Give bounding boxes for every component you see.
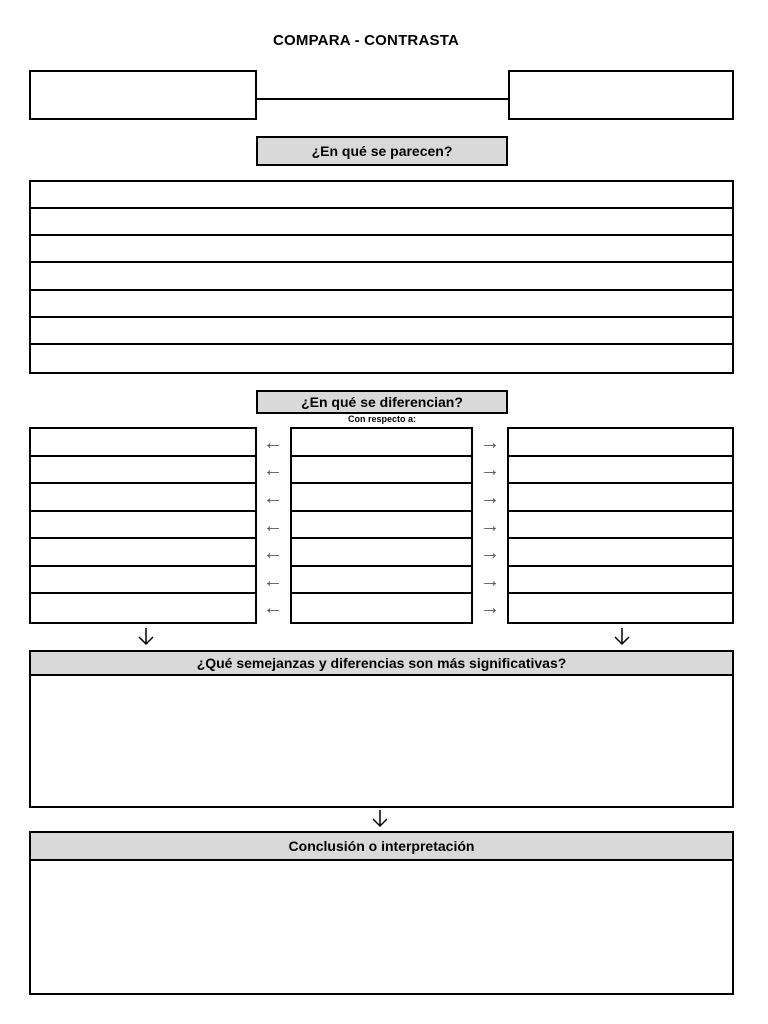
difference-criteria-row[interactable] <box>292 512 471 540</box>
right-arrow-icon: → <box>480 514 500 537</box>
left-arrow-icon: ← <box>263 514 283 537</box>
similarity-row[interactable] <box>31 209 732 236</box>
right-arrow-icon: → <box>480 431 500 454</box>
similarity-row[interactable] <box>31 291 732 318</box>
down-arrow-icon <box>612 626 632 648</box>
similarity-row[interactable] <box>31 263 732 290</box>
page-title: COMPARA - CONTRASTA <box>272 32 459 49</box>
differ-header: ¿En qué se diferencian? <box>256 390 508 414</box>
differences-criteria-table <box>290 427 473 624</box>
difference-right-row[interactable] <box>509 457 732 485</box>
significant-answer-area[interactable] <box>31 676 732 808</box>
difference-criteria-row[interactable] <box>292 567 471 595</box>
left-arrow-icon: ← <box>263 569 283 592</box>
difference-left-row[interactable] <box>31 457 255 485</box>
difference-criteria-row[interactable] <box>292 539 471 567</box>
difference-right-row[interactable] <box>509 484 732 512</box>
left-arrow-icon: ← <box>263 597 283 620</box>
differences-left-table <box>29 427 257 624</box>
right-arrow-icon: → <box>480 542 500 565</box>
right-arrow-icon: → <box>480 569 500 592</box>
right-arrow-icon: → <box>480 486 500 509</box>
similarity-row[interactable] <box>31 236 732 263</box>
conclusion-header: Conclusión o interpretación <box>31 833 732 861</box>
similarity-row[interactable] <box>31 318 732 345</box>
differ-subheader: Con respecto a: <box>347 414 416 424</box>
difference-left-row[interactable] <box>31 539 255 567</box>
item-a-box[interactable] <box>29 70 257 120</box>
left-arrow-icon: ← <box>263 542 283 565</box>
difference-left-row[interactable] <box>31 512 255 540</box>
similar-header: ¿En qué se parecen? <box>256 136 508 166</box>
down-arrow-icon <box>136 626 156 648</box>
significant-header: ¿Qué semejanzas y diferencias son más significativas? <box>31 652 732 676</box>
difference-criteria-row[interactable] <box>292 484 471 512</box>
difference-criteria-row[interactable] <box>292 429 471 457</box>
left-arrow-icon: ← <box>263 431 283 454</box>
item-b-box[interactable] <box>508 70 734 120</box>
difference-criteria-row[interactable] <box>292 594 471 622</box>
similarity-row[interactable] <box>31 345 732 372</box>
difference-right-row[interactable] <box>509 429 732 457</box>
difference-right-row[interactable] <box>509 539 732 567</box>
conclusion-answer-area[interactable] <box>31 861 732 995</box>
similarities-table <box>29 180 734 374</box>
conclusion-section <box>29 831 734 995</box>
significant-section <box>29 650 734 808</box>
right-arrow-icon: → <box>480 459 500 482</box>
down-arrow-icon <box>370 808 390 830</box>
connector-line <box>257 98 508 100</box>
difference-left-row[interactable] <box>31 567 255 595</box>
difference-right-row[interactable] <box>509 567 732 595</box>
differences-right-table <box>507 427 734 624</box>
left-arrow-icon: ← <box>263 459 283 482</box>
difference-left-row[interactable] <box>31 429 255 457</box>
difference-criteria-row[interactable] <box>292 457 471 485</box>
difference-right-row[interactable] <box>509 594 732 622</box>
difference-right-row[interactable] <box>509 512 732 540</box>
difference-left-row[interactable] <box>31 594 255 622</box>
difference-left-row[interactable] <box>31 484 255 512</box>
right-arrow-icon: → <box>480 597 500 620</box>
left-arrow-icon: ← <box>263 486 283 509</box>
similarity-row[interactable] <box>31 182 732 209</box>
